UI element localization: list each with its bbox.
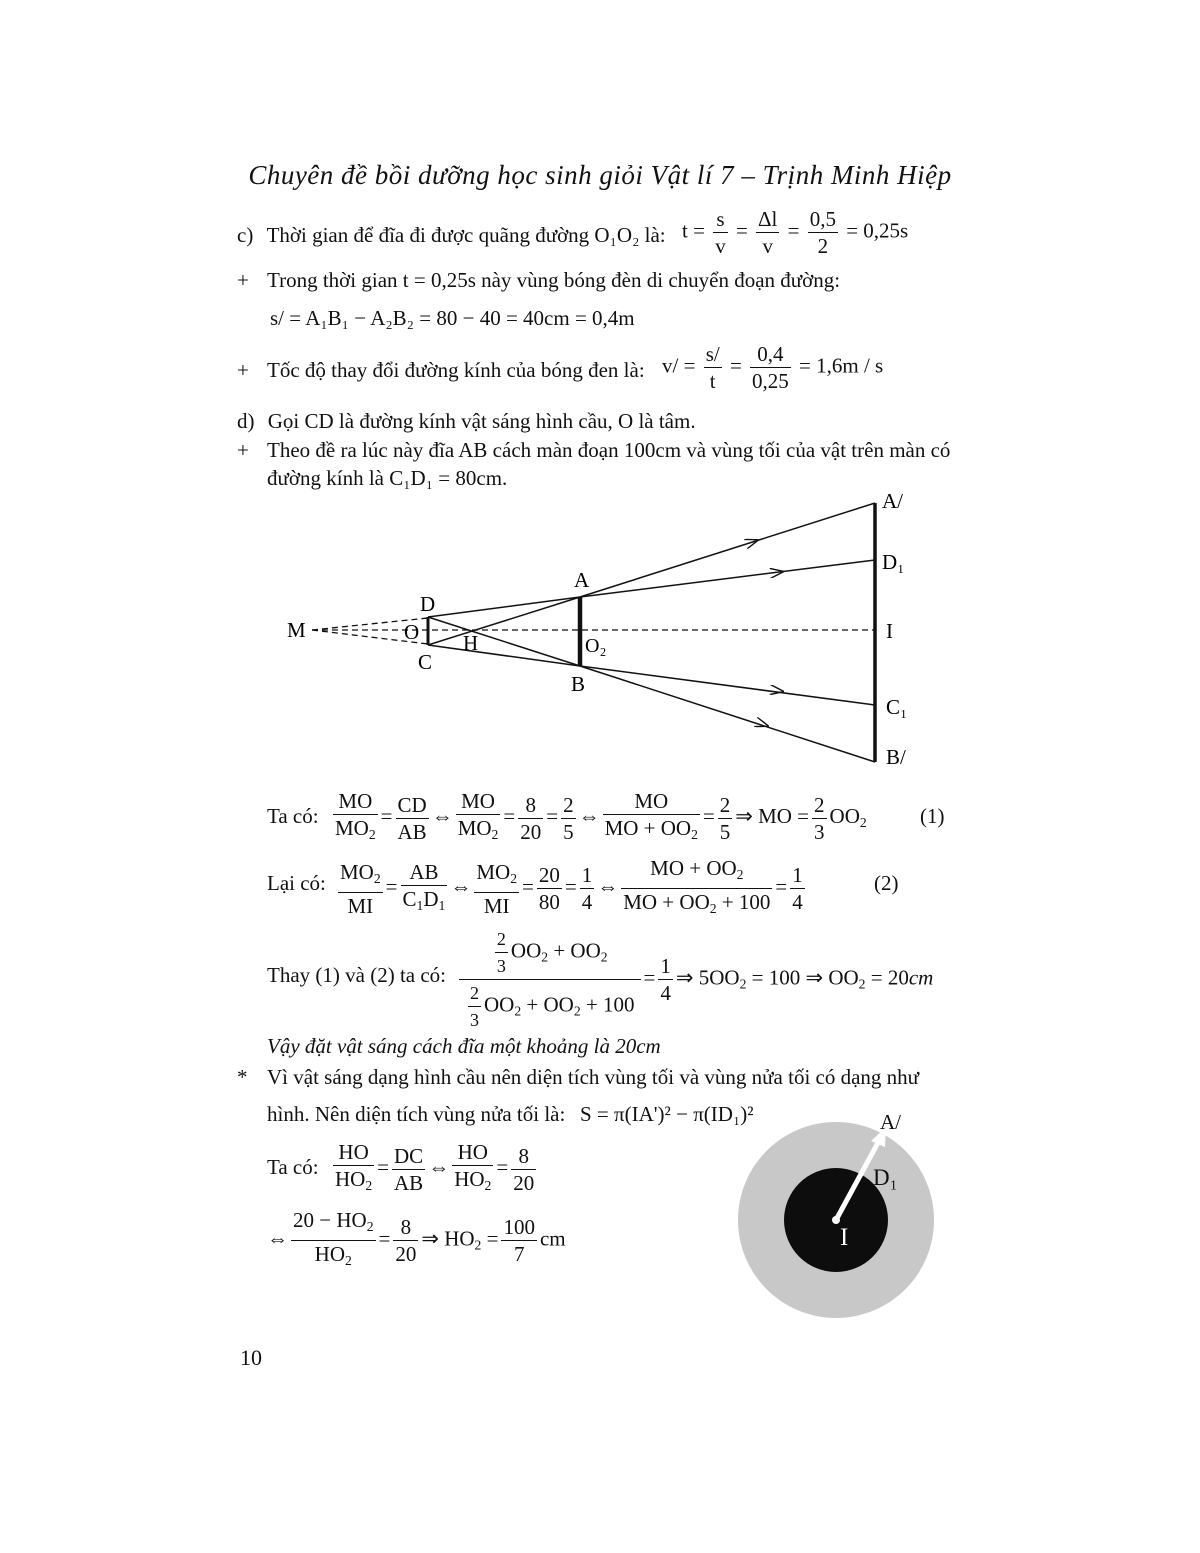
equation-5: ⇔ $\frac{20 - HO_2}{HO_2}$ = $\frac{8}{20}$ ⇒ $HO_2$ = $\frac{100}{7}$ cm — [267, 1208, 566, 1269]
plus3-line1: Theo đề ra lúc này đĩa AB cách màn đoạn 100cm và vùng tối của vật trên màn có — [267, 438, 951, 462]
label-o: O — [404, 620, 420, 644]
equation-4: $\frac{HO}{HO_2}$ = $\frac{DC}{AB}$ ⇔ $\frac{HO}{HO_2}$ = $\frac{8}{20}$ — [335, 1140, 535, 1195]
eq1-tag: (1) — [920, 804, 945, 828]
page-number: 10 — [240, 1345, 262, 1370]
center-point — [832, 1216, 840, 1224]
label-b: B — [571, 672, 586, 696]
section-c-label: c) — [237, 223, 254, 247]
ray-c-a — [428, 597, 580, 645]
star-line2: hình. Nên diện tích vùng nửa tối là: — [267, 1102, 566, 1126]
page-header: Chuyên đề bồi dưỡng học sinh giỏi Vật lí 7 – Trịnh Minh Hiệp — [248, 160, 952, 190]
bullet-plus-1: + — [237, 268, 249, 292]
bullet-star: * — [237, 1065, 248, 1089]
label-a: A — [574, 568, 590, 592]
bullet-plus-2: + — [237, 358, 249, 382]
plus2-text: Tốc độ thay đổi đường kính của bóng đen là: — [267, 358, 645, 382]
label-b-prime: B/ — [886, 745, 906, 769]
equation-1: $\frac{MO}{MO_2}$ = $\frac{CD}{AB}$ ⇔ $\frac{MO}{MO_2}$ = $\frac{8}{20}$ = $\frac{2}{5}$ ⇔ $\frac{MO}{MO + OO_2}$ = $\frac{2}{5}$ ⇒ MO = $\frac{2}{3}$ $OO_2$ — [335, 789, 867, 844]
circle-label-a-prime: A/ — [880, 1110, 901, 1134]
ray-c-b — [428, 645, 580, 666]
eq4-lead: Ta có: — [267, 1155, 319, 1179]
formula-area: S = π(IA')² − π(ID₁)² — [580, 1102, 754, 1126]
ray-d-b — [428, 617, 580, 666]
circle-label-d1: D₁ — [873, 1165, 898, 1190]
formula-speed: v/ = $\frac{s/}{t}$ = $\frac{0,4}{0,25}$ = 1,6m / s — [662, 342, 884, 393]
eq2-lead: Lại có: — [267, 871, 326, 895]
eq2-tag: (2) — [874, 871, 899, 895]
circle-label-i: I — [840, 1224, 849, 1251]
section-c — [237, 223, 666, 248]
ray-b-c1 — [580, 666, 875, 705]
label-m: M — [287, 618, 306, 642]
star-line1: Vì vật sáng dạng hình cầu nên diện tích vùng tối và vùng nửa tối có dạng như — [267, 1065, 920, 1089]
section-d: d) Gọi CD là đường kính vật sáng hình cầu, O là tâm. — [237, 409, 696, 433]
eq1-lead: Ta có: — [267, 804, 319, 828]
section-c-text: Thời gian để đĩa đi được quãng đường O₁O₂ là: — [266, 223, 666, 247]
ray-b-bprime — [580, 666, 875, 762]
plus1-text: Trong thời gian t = 0,25s này vùng bóng đèn di chuyển đoạn đường: — [267, 268, 841, 292]
equation-2: $\frac{MO_2}{MI}$ = $\frac{AB}{C_1D_1}$ ⇔ $\frac{MO_2}{MI}$ = $\frac{20}{80}$ = $\frac{1}{4}$ ⇔ $\frac{MO + OO_2}{MO + OO_2 + 100}$ = $\frac{1}{4}$ — [340, 856, 803, 918]
label-a-prime: A/ — [882, 489, 903, 513]
eq3-lead: Thay (1) và (2) ta có: — [267, 963, 447, 987]
conclusion: Vậy đặt vật sáng cách đĩa một khoảng là 20cm — [267, 1034, 661, 1058]
ray-d-a — [428, 597, 580, 617]
label-i: I — [886, 619, 893, 643]
ray-a-d1 — [580, 560, 875, 597]
label-h: H — [463, 631, 479, 655]
label-o2: O₂ — [585, 635, 607, 657]
bullet-plus-3: + — [237, 438, 249, 462]
formula-distance: s/ = A₁B₁ − A₂B₂ = 80 − 40 = 40cm = 0,4m — [270, 306, 635, 330]
plus3-line2: đường kính là C₁D₁ = 80cm. — [267, 466, 508, 490]
label-d1: D₁ — [882, 550, 905, 574]
umbra-penumbra-diagram — [720, 1105, 950, 1320]
label-c: C — [418, 650, 433, 674]
label-d: D — [420, 592, 436, 616]
equation-3: $\frac{2}{3}$ $OO_2 + OO_2$ $\frac{2}{3}$ $OO_2 + OO_2 + 100$ = $\frac{1}{4}$ ⇒ $5OO_2 = 100$ ⇒ $OO_2 = 20cm$ — [456, 926, 933, 1033]
shadow-ray-diagram — [0, 480, 1200, 780]
ray-a-aprime — [580, 503, 875, 597]
label-c1: C₁ — [886, 695, 908, 719]
formula-time: t = $\frac{s}{v}$ = $\frac{\Delta l}{v}$ = $\frac{0,5}{2}$ = 0,25s — [682, 207, 909, 258]
